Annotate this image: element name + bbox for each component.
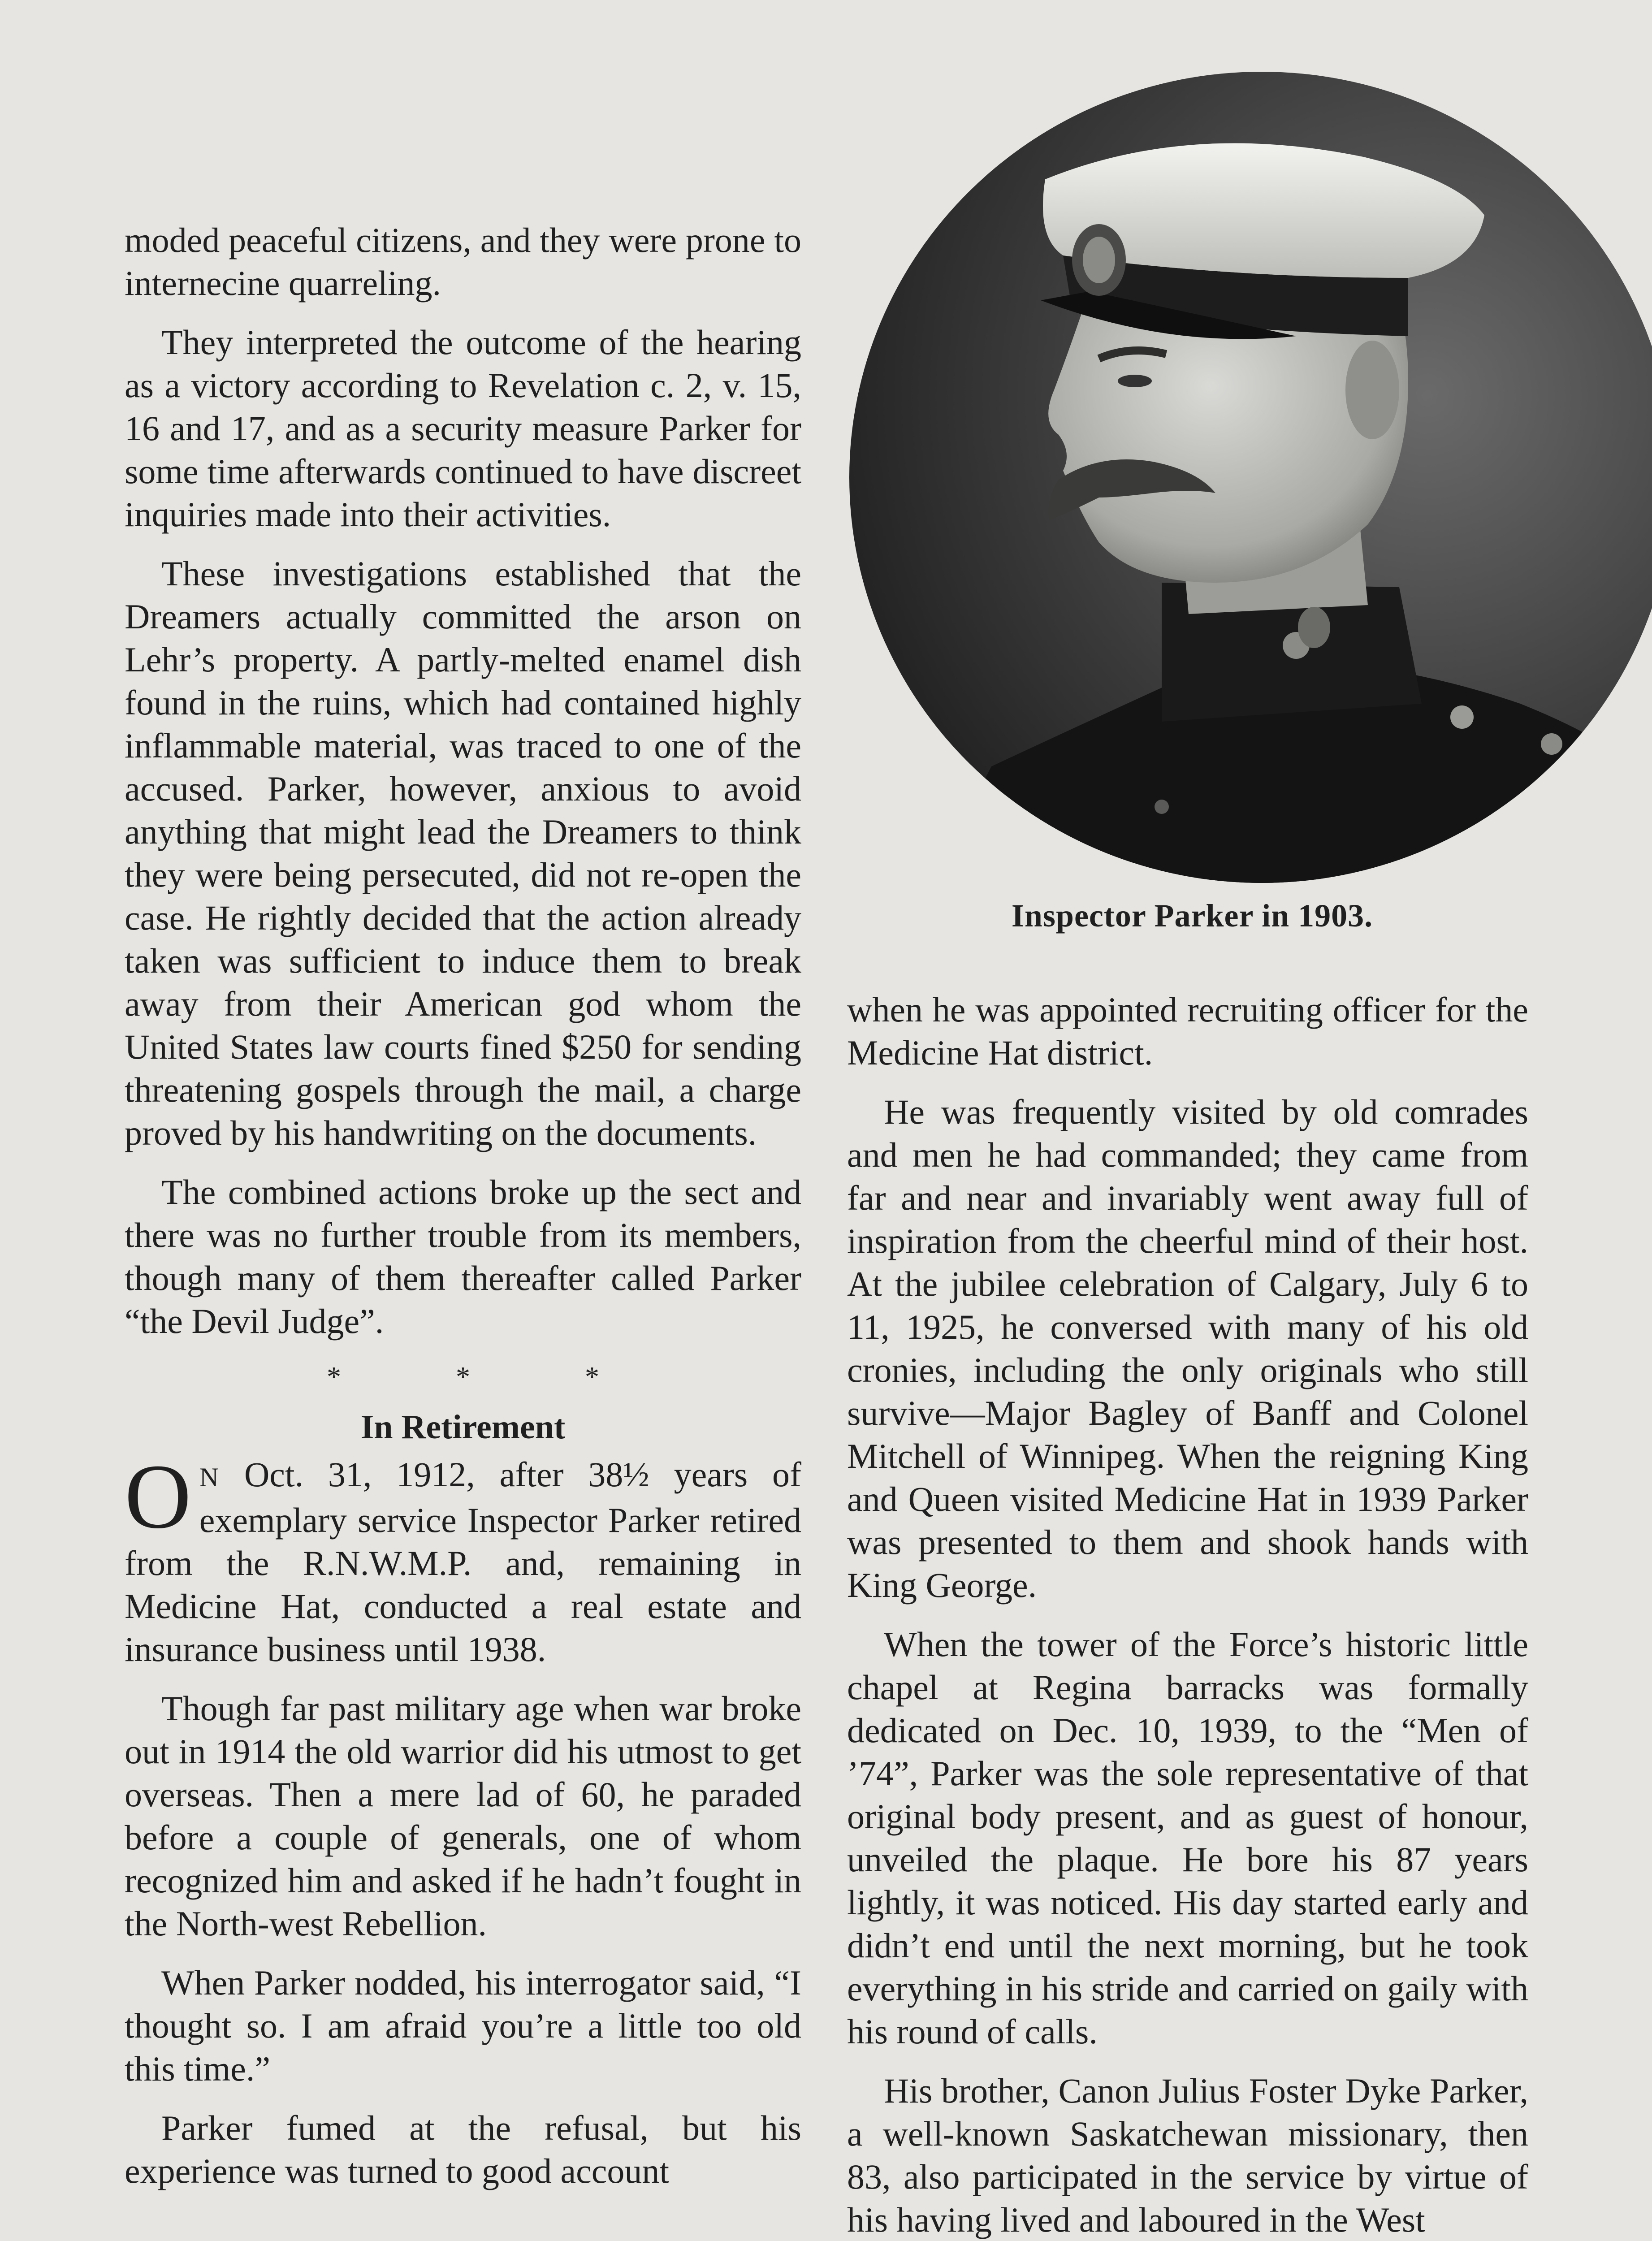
left-column — [125, 219, 801, 2209]
paragraph: The combined actions broke up the sect and there was no further trouble from its members, though many of them thereafter called Parker “the Devil Judge”. — [125, 1172, 801, 1341]
right-column — [847, 988, 1528, 2241]
photo-caption: Inspector Parker in 1903. — [1011, 898, 1373, 934]
paragraph: He was frequently visited by old comrades and men he had commanded; they came from far and near and invariably went away full of inspiration from the cheerful mind of their host. At the jubilee celebration of Calgary, July 6 to 11, 1925, he conversed with many of his old cronies, including the only originals who still survive—Major Bagley of Banff and Colonel Mitchell of Winnipeg. When the reigning King and Queen visited Medicine Hat in 1939 Parker was presented to them and shook hands with King George. — [847, 1092, 1528, 1605]
paragraph: These investigations established that the Dreamers actually committed the arson on Lehr’s property. A partly-melted enamel dish found in the ruins, which had contained highly inflammable material, was traced to one of the accused. Parker, however, anxious to avoid anything that might lead the Dreamers to think they were being persecuted, did not re-open the case. He rightly decided that the action already taken was sufficient to induce them to break away from their American god whom the United States law courts fined $250 for sending threatening gospels through the mail, a charge proved by his handwriting on the documents. — [125, 554, 801, 1152]
paragraph: Though far past military age when war broke out in 1914 the old warrior did his utmost to get overseas. Then a mere lad of 60, he paraded before a couple of generals, one of whom recognized him and asked if he hadn’t fought in the North-west Rebellion. — [125, 1689, 801, 1943]
section-separator: * * * — [327, 1361, 599, 1393]
paragraph: moded peaceful citizens, and they were prone to internecine quarreling. — [125, 221, 801, 303]
paragraph: His brother, Canon Julius Foster Dyke Parker, a well-known Saskatchewan missionary, then 83, also participated in the service by virtue of his having lived and laboured in the West — [847, 2071, 1528, 2239]
paragraph: When the tower of the Force’s historic little chapel at Regina barracks was formally dedicated on Dec. 10, 1939, to the “Men of ’74”, Parker was the sole representative of that original body present, and as guest of honour, unveiled the plaque. He bore his 87 years lightly, it was noticed. His day started early and didn’t end until the next morning, but he took everything in his stride and carried on gaily with his round of calls. — [847, 1625, 1528, 2051]
paragraph-text: Oct. 31, 1912, after 38½ years of exemplary service Inspector Parker retired from the R.N.W.M.P. and, remaining in Medicine Hat, conducted a real estate and insurance business until 1938. — [125, 1455, 801, 1669]
paragraph: Parker fumed at the refusal, but his experience was turned to good account — [125, 2108, 801, 2190]
paragraph-with-dropcap — [125, 1445, 801, 1671]
paragraph: When Parker nodded, his interrogator said, “I thought so. I am afraid you’re a little too old this time.” — [125, 1963, 801, 2088]
paragraph: when he was appointed recruiting officer for the Medicine Hat district. — [847, 990, 1528, 1072]
portrait-photo — [848, 67, 1652, 887]
lead-in-smallcaps: N — [199, 1462, 220, 1492]
drop-cap-letter: O — [125, 1445, 191, 1548]
paragraph: They interpreted the outcome of the hearing as a victory according to Revelation c. 2, v. 15, 16 and 17, and as a security measure Parker for some time afterwards continued to have discreet inquiries made into their activities. — [125, 323, 801, 534]
section-heading: In Retirement — [360, 1408, 566, 1446]
